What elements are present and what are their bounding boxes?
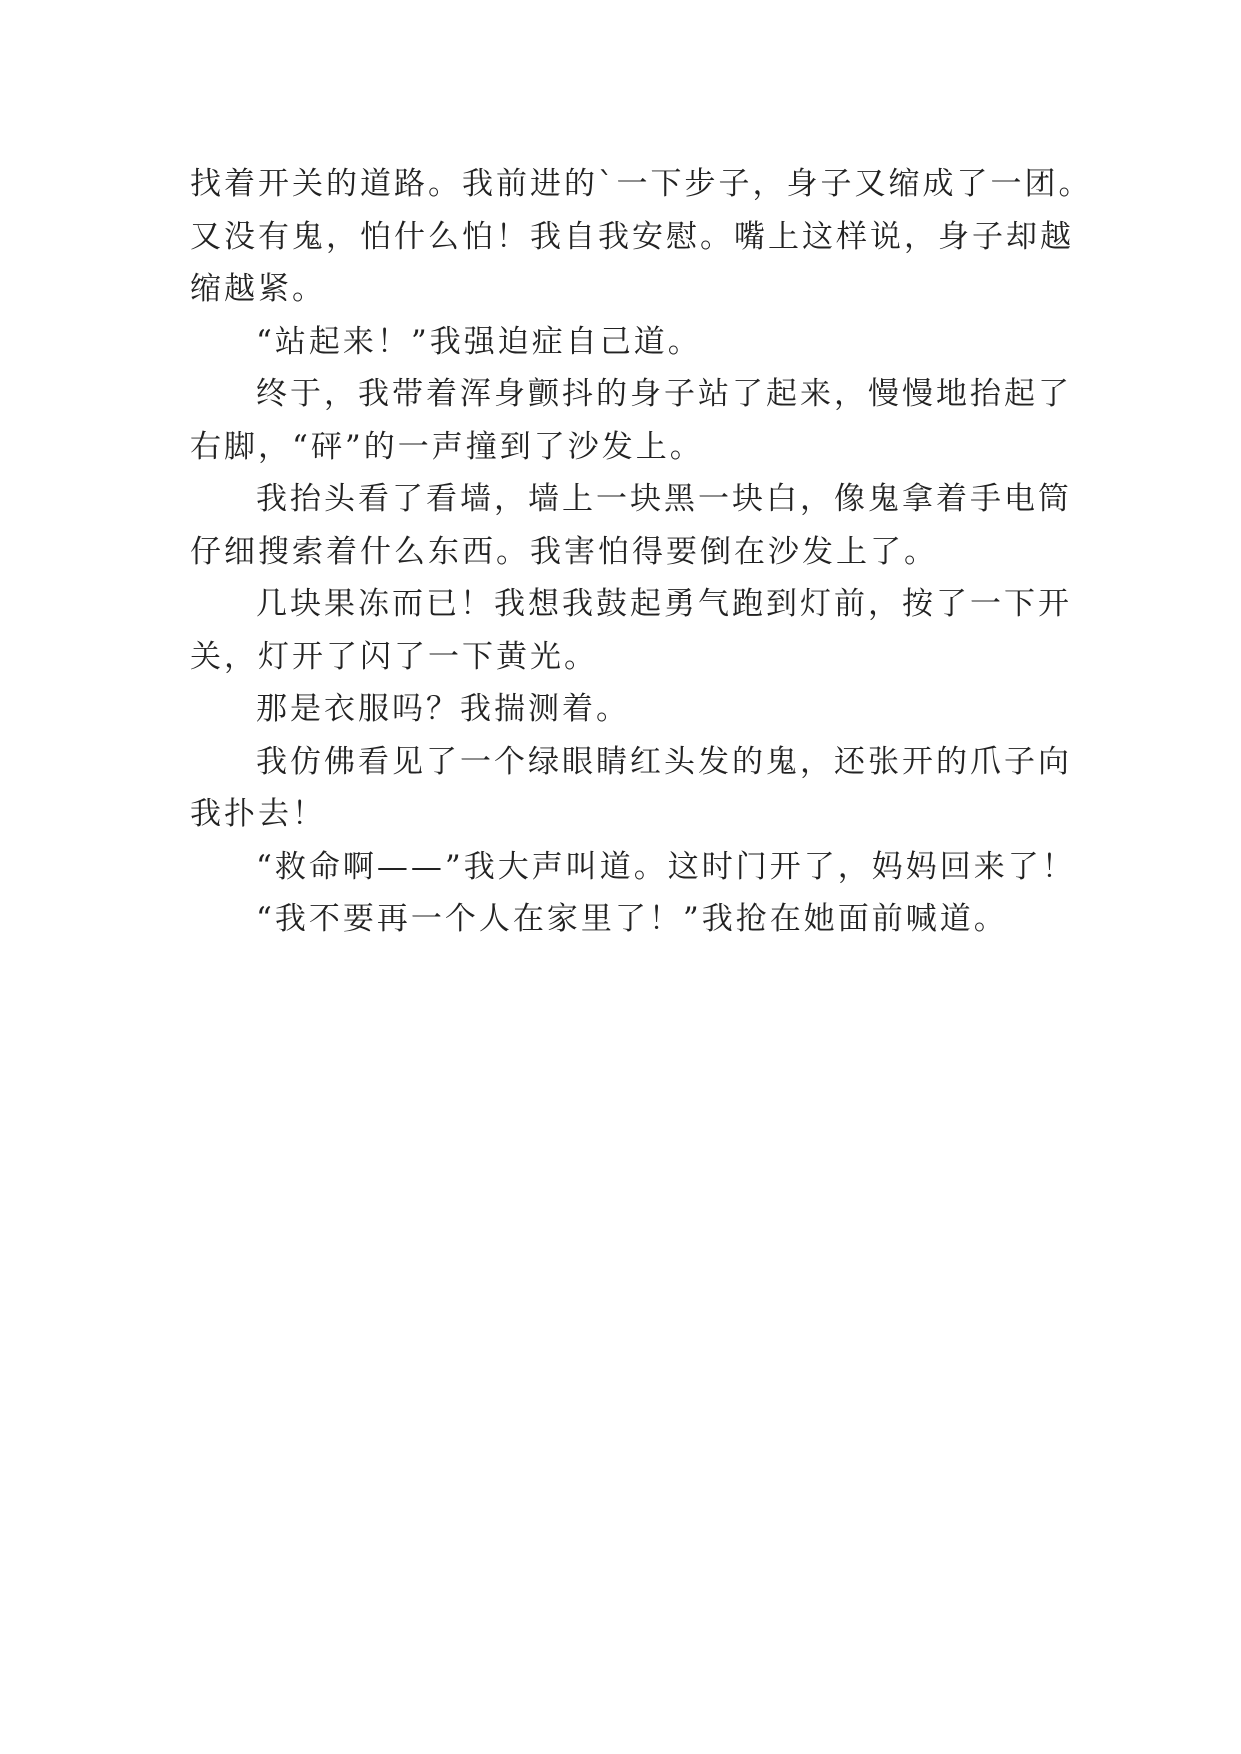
text-line: 几块果冻而已！我想我鼓起勇气跑到灯前，按了一下开 bbox=[256, 586, 1072, 622]
text-line: 右脚，“砰”的一声撞到了沙发上。 bbox=[190, 428, 704, 465]
text-line: 关，灯开了闪了一下黄光。 bbox=[190, 638, 598, 675]
text-line: “我不要再一个人在家里了！”我抢在她面前喊道。 bbox=[256, 901, 1008, 937]
text-line: 缩越紧。 bbox=[190, 271, 326, 307]
paragraph-9 bbox=[190, 893, 1070, 946]
text-line: “救命啊——”我大声叫道。这时门开了，妈妈回来了！ bbox=[256, 848, 1076, 885]
paragraph-7 bbox=[190, 736, 1070, 841]
text-line: 找着开关的道路。我前进的`一下步子，身子又缩成了一团。 bbox=[190, 166, 1093, 202]
text-line: 那是衣服吗？我揣测着。 bbox=[256, 691, 630, 727]
paragraph-8 bbox=[190, 841, 1076, 894]
story-text bbox=[190, 158, 1093, 946]
text-line: “站起来！”我强迫症自己道。 bbox=[256, 323, 702, 360]
paragraph-1 bbox=[190, 158, 1093, 316]
paragraph-2 bbox=[190, 316, 1070, 369]
text-line: 我仿佛看见了一个绿眼睛红头发的鬼，还张开的爪子向 bbox=[256, 743, 1072, 780]
paragraph-3 bbox=[190, 368, 1070, 473]
text-line: 又没有鬼，怕什么怕！我自我安慰。嘴上这样说，身子却越 bbox=[190, 218, 1074, 255]
paragraph-6 bbox=[190, 683, 1070, 736]
text-line: 我抬头看了看墙，墙上一块黑一块白，像鬼拿着手电筒 bbox=[256, 481, 1072, 517]
text-line: 仔细搜索着什么东西。我害怕得要倒在沙发上了。 bbox=[190, 533, 938, 570]
paragraph-5 bbox=[190, 578, 1070, 683]
paragraph-4 bbox=[190, 473, 1070, 578]
text-line: 终于，我带着浑身颤抖的身子站了起来，慢慢地抬起了 bbox=[256, 376, 1072, 412]
text-line: 我扑去！ bbox=[190, 796, 326, 832]
